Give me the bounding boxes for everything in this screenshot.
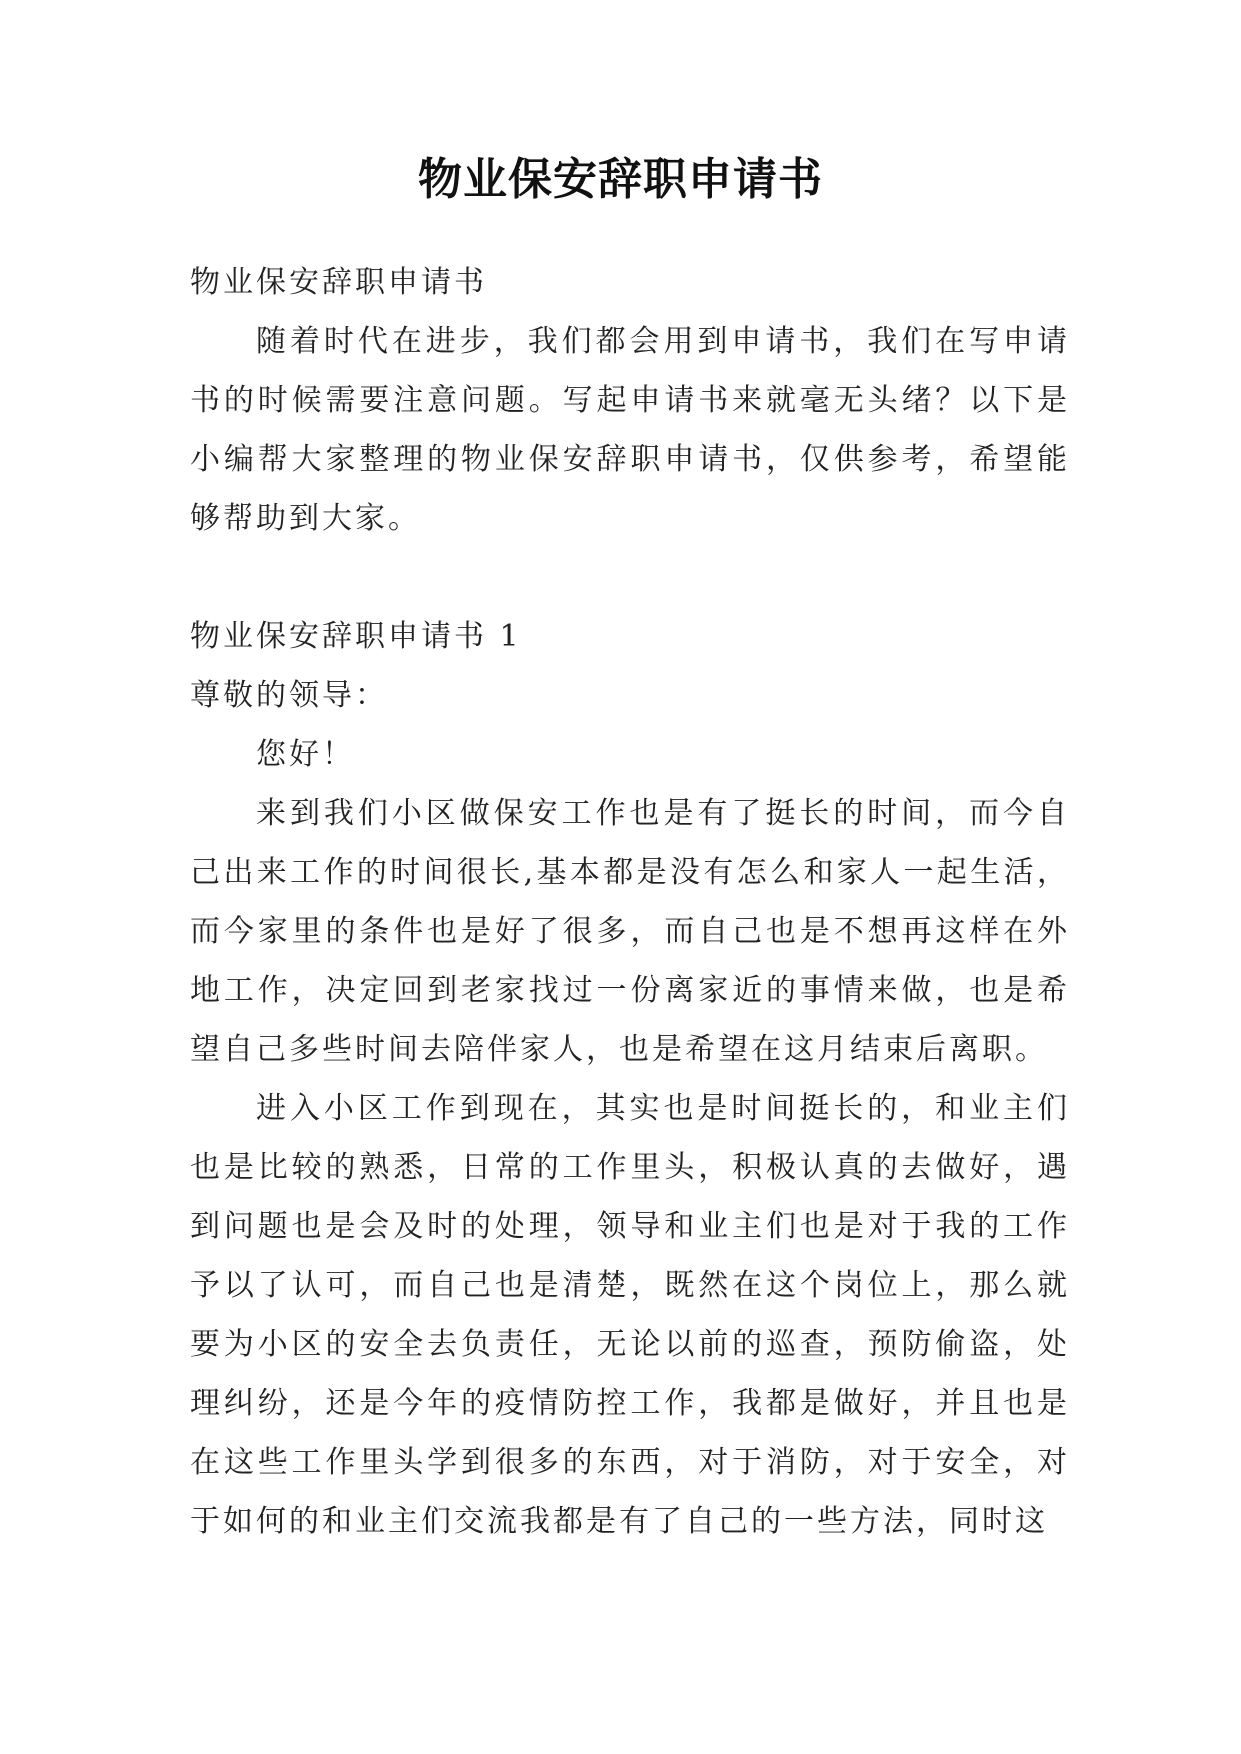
- intro-heading: 物业保安辞职申请书: [190, 265, 487, 300]
- document-title: 物业保安辞职申请书: [418, 154, 823, 205]
- section-heading: 物业保安辞职申请书 1: [190, 619, 522, 654]
- body-paragraph-2: 进入小区工作到现在，其实也是时间挺长的，和业主们也是比较的熟悉，日常的工作里头，积极认真的去做好，遇到问题也是会及时的处理，领导和业主们也是对于我的工作予以了认可，而自己也是清楚，既然在这个岗位上，那么就要为小区的安全去负责任，无论以前的巡查，预防偷盗，处理纠纷，还是今年的疫情防控工作，我都是做好，并且也是在这些工作里头学到很多的东西，对于消防，对于安全，对于如何的和业主们交流我都是有了自己的一些方法，同时这: [190, 1091, 1070, 1539]
- greeting: 您好！: [256, 737, 355, 772]
- document-body: [190, 253, 1070, 1551]
- body-paragraph-1: 来到我们小区做保安工作也是有了挺长的时间，而今自己出来工作的时间很长,基本都是没有怎么和家人一起生活，而今家里的条件也是好了很多，而自己也是不想再这样在外地工作，决定回到老家找过一份离家近的事情来做，也是希望自己多些时间去陪伴家人，也是希望在这月结束后离职。: [190, 796, 1070, 1067]
- intro-paragraph: 随着时代在进步，我们都会用到申请书，我们在写申请书的时候需要注意问题。写起申请书来就毫无头绪？以下是小编帮大家整理的物业保安辞职申请书，仅供参考，希望能够帮助到大家。: [190, 324, 1070, 536]
- salutation: 尊敬的领导：: [190, 678, 388, 713]
- section-spacer: [190, 548, 1070, 607]
